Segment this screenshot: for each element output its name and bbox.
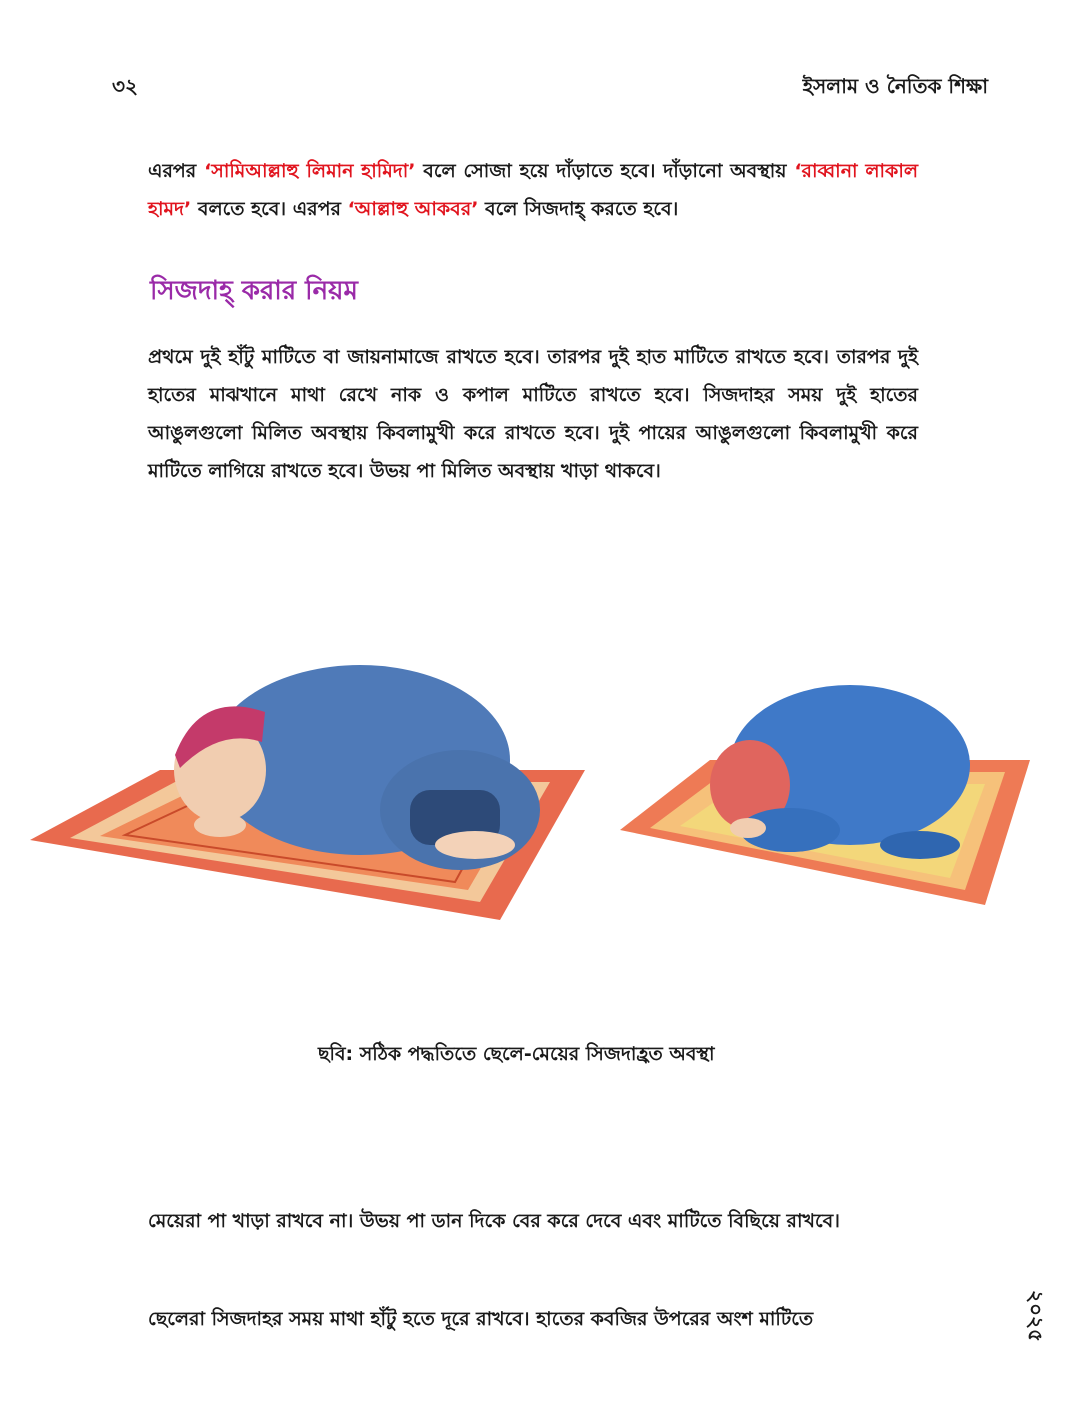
section-heading: সিজদাহ্ করার নিয়ম (150, 276, 358, 306)
side-page-number: ২০২৫ (1024, 1290, 1048, 1342)
highlight-phrase: ‘রাব্বানা লাকাল হামদ’ (148, 160, 918, 220)
paragraph-girls: মেয়েরা পা খাড়া রাখবে না। উভয় পা ডান দিকে বের করে দেবে এবং মাটিতে বিছিয়ে রাখবে। (148, 1210, 840, 1232)
paragraph-intro (148, 152, 918, 228)
page-number: ৩২ (112, 74, 139, 98)
highlight-phrase: ‘সামিআল্লাহু লিমান হামিদা’ (204, 160, 416, 182)
girl-figure (710, 685, 970, 859)
running-title: ইসলাম ও নৈতিক শিক্ষা (802, 74, 988, 98)
paragraph-boys: ছেলেরা সিজদাহর সময় মাথা হাঁটু হতে দূরে রাখবে। হাতের কবজির উপরের অংশ মাটিতে (148, 1308, 814, 1330)
figure-caption: ছবি: সঠিক পদ্ধতিতে ছেলে-মেয়ের সিজদাহ্রত অবস্থা (318, 1043, 715, 1065)
text-segment: এরপর (148, 160, 205, 182)
text-segment: বলতে হবে। এরপর (191, 198, 348, 220)
text-segment: বলে সোজা হয়ে দাঁড়াতে হবে। দাঁড়ানো অবস্থায় (415, 160, 795, 182)
text-segment: বলে সিজদাহ্ করতে হবে। (478, 198, 679, 220)
highlight-phrase: ‘আল্লাহু আকবর’ (347, 198, 479, 220)
paragraph-rules: প্রথমে দুই হাঁটু মাটিতে বা জায়নামাজে রাখতে হবে। তারপর দুই হাত মাটিতে রাখতে হবে। তারপর দুই হাতের মাঝখানে মাথা রেখে নাক ও কপাল মাটিতে রাখতে হবে। সিজদাহর সময় দুই হাতের আঙুলগুলো মিলিত অবস্থায় কিবলামুখী করে রাখতে হবে। দুই পায়ের আঙুলগুলো কিবলামুখী করে মাটিতে লাগিয়ে রাখতে হবে। উভয় পা মিলিত অবস্থায় খাড়া থাকবে। (148, 346, 918, 482)
sajdah-illustration (30, 650, 1040, 950)
